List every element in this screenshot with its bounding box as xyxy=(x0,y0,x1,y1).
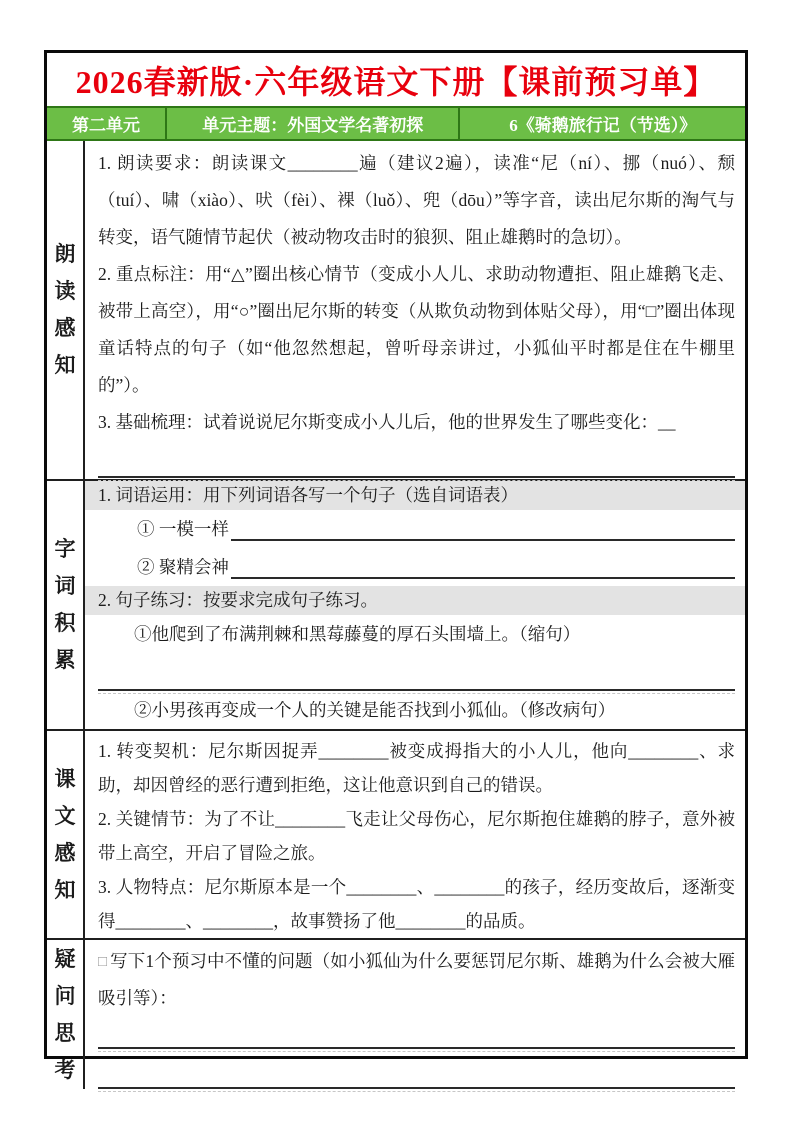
vocab-word-1: ① 一模一样 xyxy=(137,519,229,539)
answer-blank-line xyxy=(98,443,735,478)
answer-blank-line xyxy=(98,655,735,691)
comprehension-item-2: 2. 关键情节：为了不让________飞走让父母伤心，尼尔斯抱住雄鹅的脖子，意外被带上高空，开启了冒险之旅。 xyxy=(98,809,735,863)
answer-blank-line xyxy=(98,1049,735,1089)
vocab-word-row-1 xyxy=(85,510,745,548)
vocab-word-2: ② 聚精会神 xyxy=(137,557,229,577)
section-reading-label-cell xyxy=(47,141,85,479)
section-label: 字词积累 xyxy=(54,537,76,672)
vocab-sentence-1: ①他爬到了布满荆棘和黑莓藤蔓的厚石头围墙上。（缩句） xyxy=(134,624,581,644)
unit-theme: 单元主题：外国文学名著初探 xyxy=(165,108,458,139)
section-label: 朗读感知 xyxy=(54,242,76,377)
lesson-title: 6《骑鹅旅行记（节选）》 xyxy=(458,108,745,139)
section-questions-label-cell xyxy=(47,940,85,1089)
vocab-word-row-2 xyxy=(85,548,745,586)
section-label: 疑问思考 xyxy=(54,946,76,1082)
section-reading-content xyxy=(85,141,745,479)
checkbox-square-icon: □ xyxy=(98,954,108,970)
page-title: 2026春新版·六年级语文下册【课前预习单】 xyxy=(75,63,717,100)
unit-info-bar xyxy=(47,106,745,141)
section-vocab-content xyxy=(85,481,745,729)
reading-item-2: 2. 重点标注：用“△”圈出核心情节（变成小人儿、求助动物遭拒、阻止雄鹅飞走、被带上高空），用“○”圈出尼尔斯的转变（从欺负动物到体贴父母），用“□”圈出体现童话特点的句子（如“他忽然想起，曾听母亲讲过，小狐仙平时都是住在牛棚里的”）。 xyxy=(98,264,735,395)
page-header xyxy=(47,53,745,106)
vocab-sentence-2: ②小男孩再变成一个人的关键是能否找到小狐仙。（修改病句） xyxy=(134,700,616,720)
vocab-task-2: 2. 句子练习：按要求完成句子练习。 xyxy=(85,586,745,615)
section-questions-content xyxy=(85,940,745,1089)
section-comprehension xyxy=(47,731,745,940)
unit-number: 第二单元 xyxy=(71,116,140,135)
answer-blank-line xyxy=(231,538,735,541)
section-comprehension-content xyxy=(85,731,745,938)
answer-blank-line xyxy=(231,576,735,579)
section-vocab-label-cell xyxy=(47,481,85,729)
questions-prompt-text: 写下1个预习中不懂的问题（如小狐仙为什么要惩罚尼尔斯、雄鹅为什么会被大雁吸引等）： xyxy=(98,951,736,1008)
section-comprehension-label-cell xyxy=(47,731,85,938)
comprehension-item-1: 1. 转变契机：尼尔斯因捉弄________被变成拇指大的小人儿，他向________、求助，却因曾经的恶行遭到拒绝，这让他意识到自己的错误。 xyxy=(98,741,735,795)
reading-item-1: 1. 朗读要求：朗读课文________遍（建议2遍），读准“尼（ní）、挪（nuó）、颓（tuí）、啸（xiào）、吠（fèi）、裸（luǒ）、兜（dōu）”等字音，读出尼尔斯的淘气与转变，语气随情节起伏（被动物攻击时的狼狈、阻止雄鹅时的急切）。 xyxy=(98,153,735,247)
questions-prompt xyxy=(85,944,745,1016)
answer-blank-line xyxy=(98,1016,735,1049)
section-vocab xyxy=(47,481,745,731)
vocab-task-1: 1. 词语运用：用下列词语各写一个句子（选自词语表） xyxy=(85,481,745,510)
section-reading xyxy=(47,141,745,481)
section-label: 课文感知 xyxy=(54,766,76,902)
section-questions xyxy=(47,940,745,1089)
worksheet-page xyxy=(44,50,748,1082)
worksheet-table xyxy=(47,141,745,1089)
comprehension-item-3: 3. 人物特点：尼尔斯原本是一个________、________的孩子，经历变故后，逐渐变得________、________，故事赞扬了他________的品质。 xyxy=(98,877,735,931)
reading-item-3: 3. 基础梳理：试着说说尼尔斯变成小人儿后，他的世界发生了哪些变化：__ xyxy=(98,412,676,432)
